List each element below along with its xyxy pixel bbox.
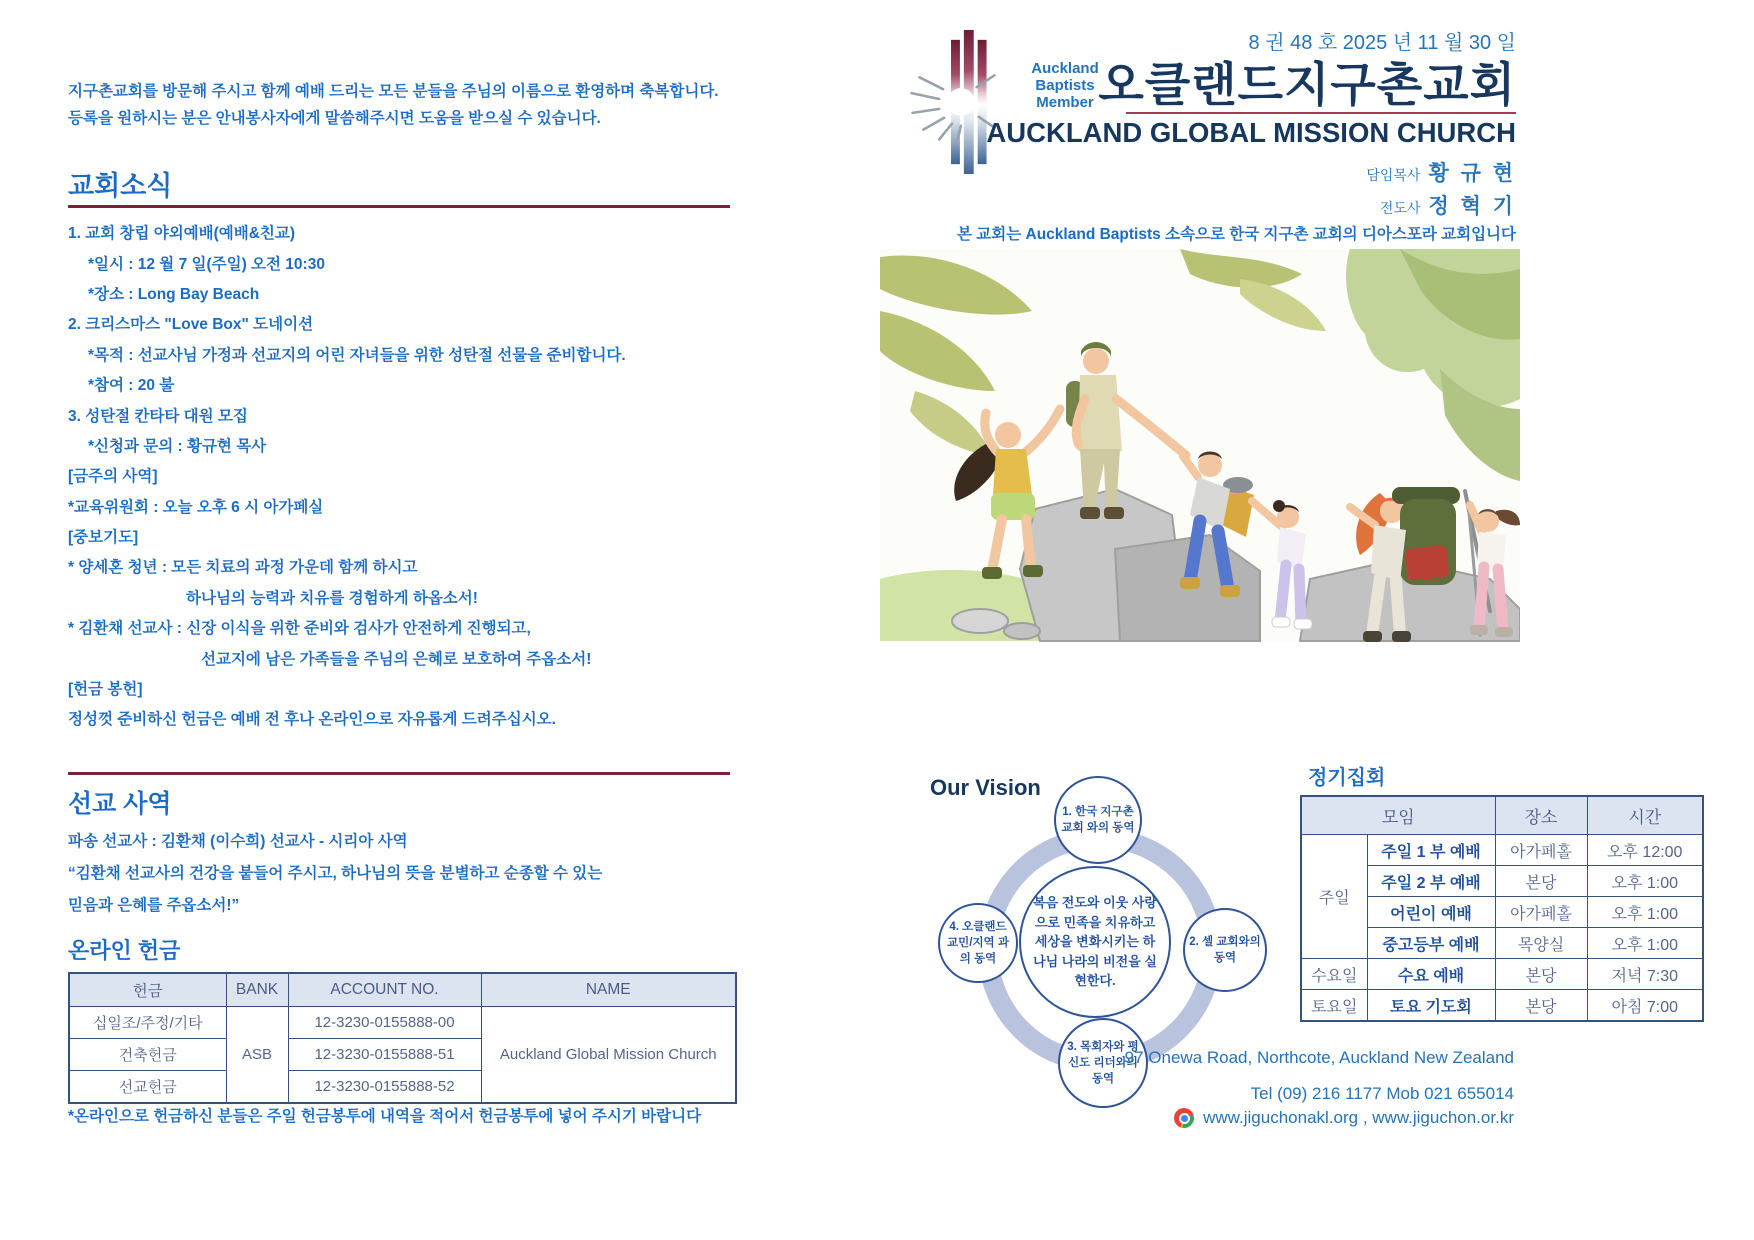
welcome-line: 지구촌교회를 방문해 주시고 함께 예배 드리는 모든 분들을 주님의 이름으로 환영하며 축복합니다. (68, 83, 719, 100)
mission-line: 믿음과 은혜를 주옵소서!” (68, 897, 240, 914)
church-logo (903, 28, 1003, 176)
vision-circle-3: 3. 목회자와 평신도 리더와의 동역 (1058, 1018, 1148, 1108)
col-account: ACCOUNT NO. (288, 973, 481, 1007)
offering-type: 선교헌금 (69, 1071, 226, 1104)
place-cell: 본당 (1495, 866, 1587, 897)
online-offering-title: 온라인 헌금 (68, 938, 181, 963)
mission-line: 파송 선교사 : 김환채 (이수희) 선교사 - 시리아 사역 (68, 833, 408, 850)
meeting-cell: 수요 예배 (1367, 959, 1495, 990)
chrome-icon (1174, 1108, 1194, 1128)
meeting-cell: 중고등부 예배 (1367, 928, 1495, 959)
evangelist (1380, 190, 1516, 220)
meeting-cell: 주일 2 부 예배 (1367, 866, 1495, 897)
member-line: Member (1036, 94, 1094, 111)
mission-line: “김환채 선교사의 건강을 붙들어 주시고, 하나님의 뜻을 분별하고 순종할 수 있는 (68, 865, 603, 882)
news-line: [중보기도] (68, 529, 139, 547)
evangelist-name: 정 혁 기 (1428, 195, 1516, 218)
bank-cell: ASB (226, 1007, 288, 1104)
account-number: 12-3230-0155888-52 (288, 1071, 481, 1104)
time-cell: 오후 12:00 (1587, 835, 1703, 866)
place-cell: 아가페홀 (1495, 897, 1587, 928)
news-line: *신청과 문의 : 황규현 목사 (88, 437, 267, 455)
news-line: 선교지에 남은 가족들을 주님의 은혜로 보호하여 주옵소서! (201, 650, 592, 668)
table-row (1301, 959, 1703, 990)
place-cell: 본당 (1495, 959, 1587, 990)
pastor-name: 황 규 현 (1428, 162, 1516, 185)
member-line: Auckland (1031, 60, 1099, 77)
meeting-cell: 어린이 예배 (1367, 897, 1495, 928)
news-line: 하나님의 능력과 치유를 경험하게 하옵소서! (186, 589, 478, 607)
news-line: *교육위원회 : 오늘 오후 6 시 아가페실 (68, 498, 324, 516)
church-name-korean: 오클랜드지구촌교회 (1098, 58, 1516, 111)
news-line: [금주의 사역] (68, 468, 158, 486)
pastor-role: 담임목사 (1366, 167, 1421, 183)
time-cell: 오후 1:00 (1587, 897, 1703, 928)
news-line: *참여 : 20 불 (88, 377, 175, 395)
account-name: Auckland Global Mission Church (481, 1007, 736, 1104)
col-meeting: 모임 (1301, 796, 1495, 835)
meeting-cell: 주일 1 부 예배 (1367, 835, 1495, 866)
meeting-cell: 토요 기도회 (1367, 990, 1495, 1022)
table-row (1301, 990, 1703, 1022)
evangelist-role: 전도사 (1379, 200, 1421, 216)
place-cell: 목양실 (1495, 928, 1587, 959)
mission-title: 선교 사역 (68, 790, 172, 818)
time-cell: 저녁 7:30 (1587, 959, 1703, 990)
welcome-text (68, 78, 719, 132)
vision-circle-4: 4. 오클랜드 교민/지역 과의 동역 (938, 903, 1018, 983)
auckland-baptists-member (1022, 60, 1108, 111)
news-line: * 김환채 선교사 : 신장 이식을 위한 준비와 검사가 안전하게 진행되고, (68, 620, 531, 638)
day-cell: 주일 (1301, 835, 1367, 959)
offering-footnote: *온라인으로 헌금하신 분들은 주일 헌금봉투에 내역을 적어서 헌금봉투에 넣어 주시기 바랍니다 (68, 1108, 702, 1125)
vision-circle-2: 2. 셀 교회와의 동역 (1183, 908, 1267, 992)
col-offering: 헌금 (69, 973, 226, 1007)
church-phone: Tel (09) 216 1177 Mob 021 655014 (1250, 1084, 1514, 1103)
cross-rays-logo (903, 28, 1003, 176)
mission-text (68, 826, 602, 922)
place-cell: 아가페홀 (1495, 835, 1587, 866)
news-line: 3. 성탄절 칸타타 대원 모집 (68, 407, 248, 425)
time-cell: 오후 1:00 (1587, 866, 1703, 897)
section-divider (68, 772, 730, 775)
church-address: 97 Onewa Road, Northcote, Auckland New Zealand (1124, 1048, 1514, 1067)
col-bank: BANK (226, 973, 288, 1007)
account-number: 12-3230-0155888-00 (288, 1007, 481, 1039)
day-cell: 수요일 (1301, 959, 1367, 990)
senior-pastor (1366, 157, 1516, 187)
news-line: [헌금 봉헌] (68, 681, 143, 699)
table-row (1301, 835, 1703, 866)
regular-meetings-table (1300, 795, 1704, 1022)
issue-date: 8 권 48 호 2025 년 11 월 30 일 (1248, 32, 1516, 54)
member-line: Baptists (1035, 77, 1095, 94)
place-cell: 본당 (1495, 990, 1587, 1022)
church-websites-row (1174, 1108, 1514, 1128)
table-header-row (1301, 796, 1703, 835)
account-number: 12-3230-0155888-51 (288, 1039, 481, 1071)
time-cell: 아침 7:00 (1587, 990, 1703, 1022)
title-underline (1126, 112, 1516, 114)
news-line: *목적 : 선교사님 가정과 선교지의 어린 자녀들을 위한 성탄절 선물을 준비합니다. (88, 346, 626, 364)
col-name: NAME (481, 973, 736, 1007)
news-line: 정성껏 준비하신 헌금은 예배 전 후나 온라인으로 자유롭게 드려주십시오. (68, 711, 556, 729)
table-header-row (69, 973, 736, 1007)
news-line: *장소 : Long Bay Beach (88, 285, 260, 303)
table-row (69, 1007, 736, 1039)
news-line: *일시 : 12 월 7 일(주일) 오전 10:30 (88, 255, 325, 273)
church-name-english: AUCKLAND GLOBAL MISSION CHURCH (986, 117, 1516, 148)
section-divider (68, 205, 730, 208)
vision-title: Our Vision (930, 775, 1041, 800)
hikers-illustration (880, 248, 1520, 642)
vision-center-statement: 복음 전도와 이웃 사랑으로 민족을 치유하고 세상을 변화시키는 하나님 나라의 비전을 실현한다. (1019, 866, 1171, 1018)
church-affiliation-subtitle: 본 교회는 Auckland Baptists 소속으로 한국 지구촌 교회의 디아스포라 교회입니다 (957, 226, 1516, 243)
church-websites[interactable]: www.jiguchonakl.org , www.jiguchon.or.kr (1203, 1108, 1514, 1127)
time-cell: 오후 1:00 (1587, 928, 1703, 959)
news-line: * 양세혼 청년 : 모든 치료의 과정 가운데 함께 하시고 (68, 559, 418, 577)
col-place: 장소 (1495, 796, 1587, 835)
day-cell: 토요일 (1301, 990, 1367, 1022)
online-offering-table (68, 972, 737, 1104)
col-time: 시간 (1587, 796, 1703, 835)
news-line: 2. 크리스마스 "Love Box" 도네이션 (68, 316, 314, 334)
welcome-line: 등록을 원하시는 분은 안내봉사자에게 말씀해주시면 도움을 받으실 수 있습니다. (68, 110, 601, 127)
offering-type: 십일조/주정/기타 (69, 1007, 226, 1039)
offering-type: 건축헌금 (69, 1039, 226, 1071)
vision-circle-1: 1. 한국 지구촌교회 와의 동역 (1054, 776, 1142, 864)
church-news-title: 교회소식 (68, 171, 173, 201)
church-news-list (68, 217, 768, 734)
regular-meetings-title: 정기집회 (1308, 767, 1386, 789)
news-line: 1. 교회 창립 야외예배(예배&친교) (68, 225, 296, 243)
